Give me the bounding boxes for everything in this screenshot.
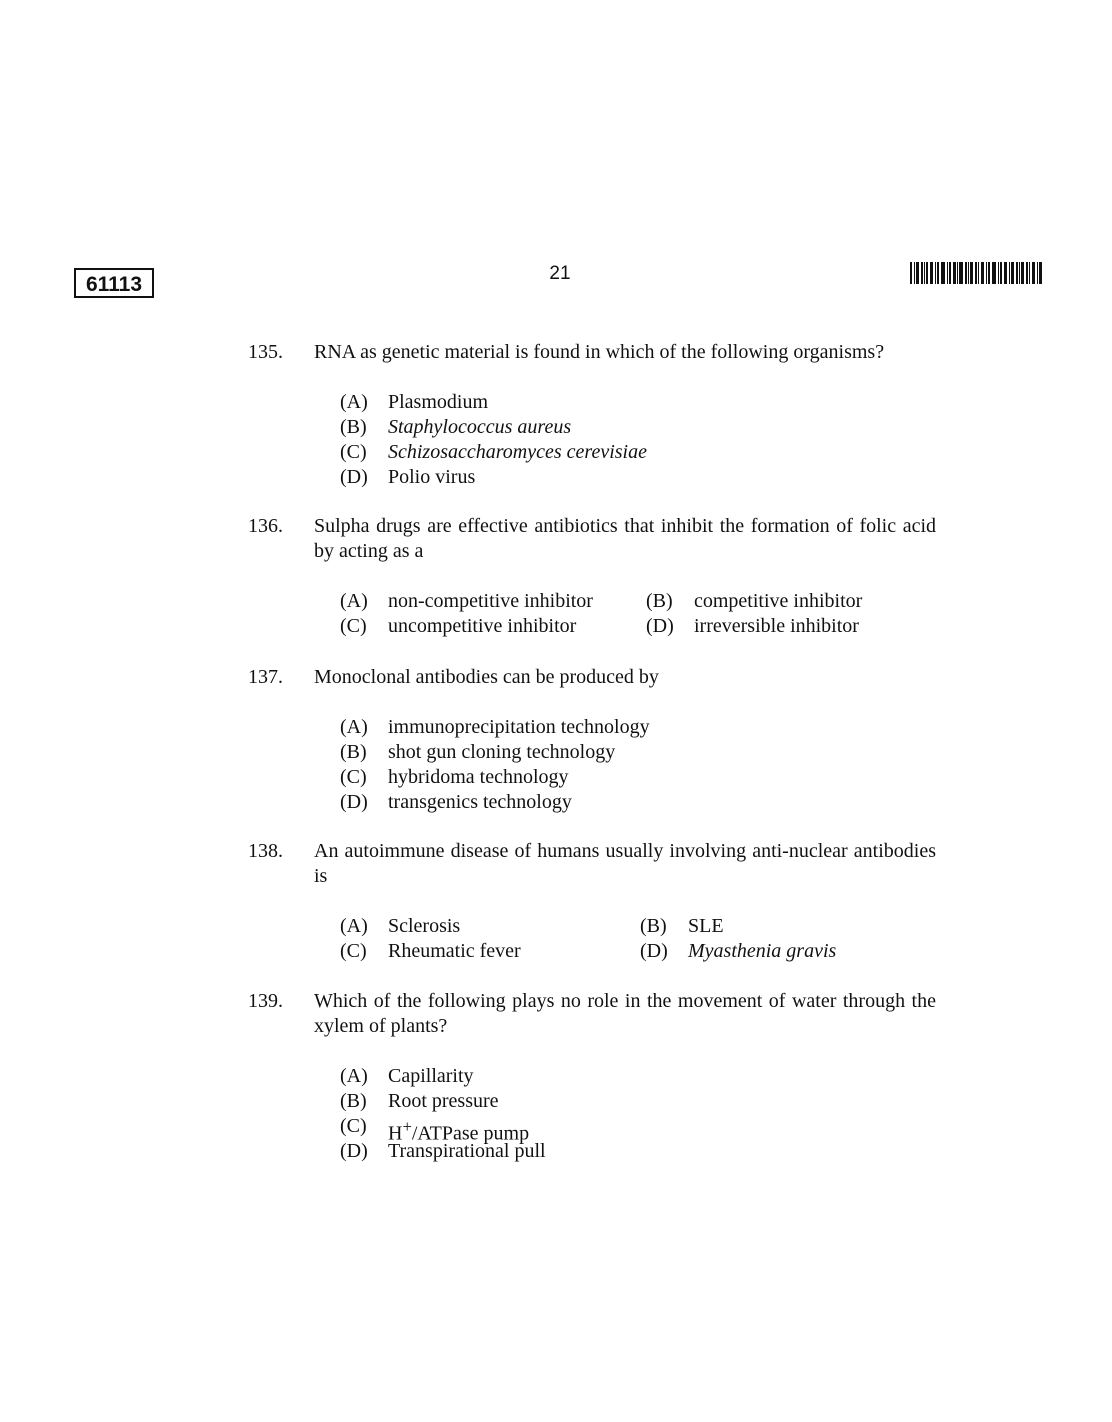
option-text: uncompetitive inhibitor xyxy=(388,615,577,637)
question-139 xyxy=(248,989,948,1164)
option-a xyxy=(340,390,948,415)
options-list xyxy=(340,715,948,815)
option-text: Myasthenia gravis xyxy=(688,940,837,962)
option-label: (D) xyxy=(640,940,668,962)
question-text: Monoclonal antibodies can be produced by xyxy=(314,666,659,688)
option-text: Polio virus xyxy=(388,466,476,488)
question-text: Which of the following plays no role in the movement of water through the xylem of plants? xyxy=(314,990,936,1037)
question-number: 137. xyxy=(248,666,283,688)
option-label: (D) xyxy=(340,1140,368,1162)
option-c xyxy=(340,440,948,465)
paper-code-box: 61113 xyxy=(74,268,154,298)
option-label: (B) xyxy=(646,590,673,612)
option-text: irreversible inhibitor xyxy=(694,615,859,637)
option-text-prefix: H xyxy=(388,1122,403,1145)
option-a xyxy=(340,589,646,614)
option-label: (B) xyxy=(340,741,367,763)
question-number: 136. xyxy=(248,515,283,537)
option-text: Rheumatic fever xyxy=(388,940,521,962)
option-label: (C) xyxy=(340,940,367,962)
option-a xyxy=(340,715,948,740)
option-d xyxy=(340,465,948,490)
option-text: competitive inhibitor xyxy=(694,590,863,612)
option-b xyxy=(340,415,948,440)
option-text: immunoprecipitation technology xyxy=(388,716,650,738)
option-c xyxy=(340,614,646,639)
question-text: Sulpha drugs are effective antibiotics that inhibit the formation of folic acid by acting as a xyxy=(314,515,936,562)
option-label: (D) xyxy=(340,791,368,813)
question-number: 135. xyxy=(248,341,283,363)
option-c xyxy=(340,765,948,790)
option-text: non-competitive inhibitor xyxy=(388,590,593,612)
option-label: (B) xyxy=(340,1090,367,1112)
option-label: (B) xyxy=(640,915,667,937)
option-text: SLE xyxy=(688,915,724,937)
option-a xyxy=(340,1064,948,1089)
option-text: transgenics technology xyxy=(388,791,572,813)
option-text: Plasmodium xyxy=(388,391,489,413)
option-text-suffix: /ATPase pump xyxy=(411,1122,530,1145)
options-grid xyxy=(340,589,948,639)
option-c xyxy=(340,939,640,964)
option-text: Root pressure xyxy=(388,1090,499,1112)
option-b xyxy=(640,914,724,939)
question-135 xyxy=(248,340,948,490)
option-label: (D) xyxy=(646,615,674,637)
option-d xyxy=(340,790,948,815)
question-number: 139. xyxy=(248,990,283,1012)
option-text: Staphylococcus aureus xyxy=(388,416,572,438)
question-137 xyxy=(248,665,948,815)
option-b xyxy=(340,1089,948,1114)
options-list xyxy=(340,390,948,490)
option-text: Schizosaccharomyces cerevisiae xyxy=(388,441,647,463)
option-text xyxy=(388,1114,530,1145)
option-d xyxy=(646,614,859,639)
options-grid xyxy=(340,914,948,964)
superscript-plus: + xyxy=(402,1117,412,1136)
question-number: 138. xyxy=(248,840,283,862)
page-number: 21 xyxy=(549,263,571,284)
option-c xyxy=(340,1114,948,1145)
option-b xyxy=(340,740,948,765)
option-label: (A) xyxy=(340,391,368,413)
option-text: shot gun cloning technology xyxy=(388,741,616,763)
option-label: (C) xyxy=(340,766,367,788)
option-b xyxy=(646,589,862,614)
option-label: (B) xyxy=(340,416,367,438)
option-label: (C) xyxy=(340,441,367,463)
option-label: (A) xyxy=(340,1065,368,1087)
barcode-image xyxy=(910,262,1042,284)
option-label: (C) xyxy=(340,1115,367,1137)
question-text: An autoimmune disease of humans usually involving anti-nuclear antibodies is xyxy=(314,840,936,887)
option-text: Transpirational pull xyxy=(388,1140,546,1162)
question-text: RNA as genetic material is found in which of the following organisms? xyxy=(314,341,885,363)
option-label: (A) xyxy=(340,915,368,937)
option-label: (C) xyxy=(340,615,367,637)
option-d xyxy=(340,1139,948,1164)
options-list xyxy=(340,1064,948,1164)
question-138 xyxy=(248,839,948,964)
option-a xyxy=(340,914,640,939)
option-text: hybridoma technology xyxy=(388,766,569,788)
question-136 xyxy=(248,514,948,639)
option-label: (D) xyxy=(340,466,368,488)
option-d xyxy=(640,939,836,964)
option-text: Sclerosis xyxy=(388,915,461,937)
option-text: Capillarity xyxy=(388,1065,474,1087)
option-label: (A) xyxy=(340,590,368,612)
option-label: (A) xyxy=(340,716,368,738)
